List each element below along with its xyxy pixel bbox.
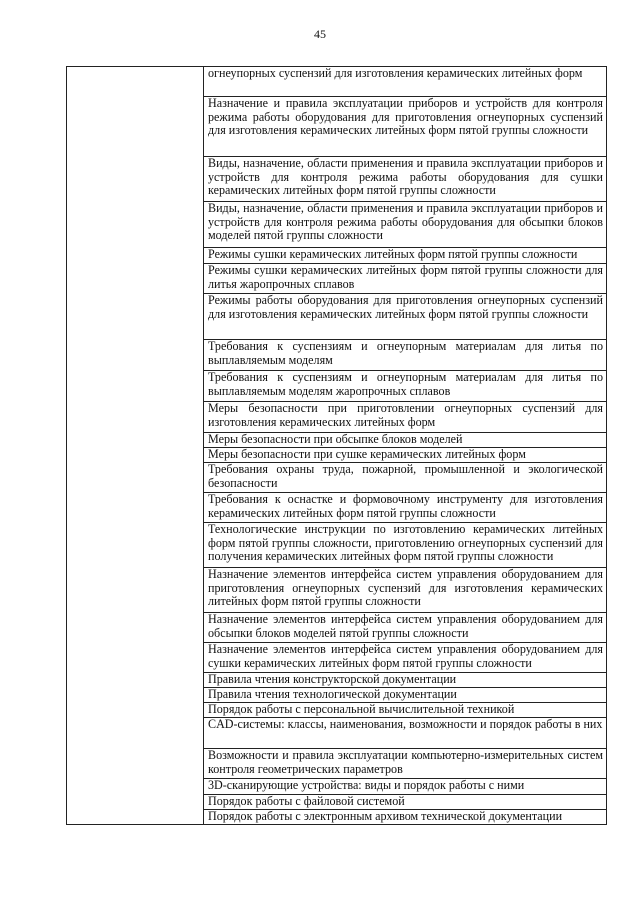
table-cell-text: Порядок работы с персональной вычислительной техникой — [204, 703, 607, 718]
table-row — [67, 67, 607, 97]
table-cell-text: огнеупорных суспензий для изготовления керамических литейных форм — [204, 67, 607, 97]
table-cell-text: Правила чтения конструкторской документации — [204, 673, 607, 688]
table-cell-text: Технологические инструкции по изготовлению керамических литейных форм пятой группы сложности, приготовлению огнеупорных суспензий для получения керамических литейных форм пятой группы сложности — [204, 523, 607, 568]
table-cell-text: Возможности и правила эксплуатации компьютерно-измерительных систем контроля геометрических параметров — [204, 749, 607, 779]
page-number: 45 — [314, 27, 326, 41]
table-cell-text: Режимы сушки керамических литейных форм пятой группы сложности — [204, 248, 607, 264]
table-cell-text: Назначение элементов интерфейса систем управления оборудованием для сушки керамических литейных форм пятой группы сложности — [204, 643, 607, 673]
table-cell-text: Назначение и правила эксплуатации приборов и устройств для контроля режима работы оборудования для приготовления огнеупорных суспензий для изготовления керамических литейных форм пятой группы сложности — [204, 97, 607, 157]
requirements-table — [66, 66, 607, 825]
table-cell-text: Виды, назначение, области применения и правила эксплуатации приборов и устройств для контроля режима работы оборудования для сушки керамических литейных форм пятой группы сложности — [204, 157, 607, 202]
table-cell-text: Правила чтения технологической документации — [204, 688, 607, 703]
table-cell-text: Требования к суспензиям и огнеупорным материалам для литья по выплавляемым моделям жаропрочных сплавов — [204, 371, 607, 402]
table-cell-text: Режимы сушки керамических литейных форм пятой группы сложности для литья жаропрочных сплавов — [204, 264, 607, 294]
table-cell-text: Меры безопасности при приготовлении огнеупорных суспензий для изготовления керамических литейных форм — [204, 402, 607, 433]
table-cell-text: Порядок работы с электронным архивом технической документации — [204, 810, 607, 825]
table-cell-text: Назначение элементов интерфейса систем управления оборудованием для приготовления огнеупорных суспензий для изготовления керамических литейных форм пятой группы сложности — [204, 568, 607, 613]
table-cell-text: Меры безопасности при сушке керамических литейных форм — [204, 448, 607, 463]
table-cell-text: Виды, назначение, области применения и правила эксплуатации приборов и устройств для контроля режима работы оборудования для обсыпки блоков моделей пятой группы сложности — [204, 202, 607, 248]
table-cell-text: Требования охраны труда, пожарной, промышленной и экологической безопасности — [204, 463, 607, 493]
table-cell-text: Меры безопасности при обсыпке блоков моделей — [204, 433, 607, 448]
left-column-cell — [67, 67, 204, 825]
table-cell-text: Режимы работы оборудования для приготовления огнеупорных суспензий для изготовления керамических литейных форм пятой группы сложности — [204, 294, 607, 340]
table-cell-text: Назначение элементов интерфейса систем управления оборудованием для обсыпки блоков моделей пятой группы сложности — [204, 613, 607, 643]
table-cell-text: Порядок работы с файловой системой — [204, 795, 607, 810]
table-cell-text: 3D-сканирующие устройства: виды и порядок работы с ними — [204, 779, 607, 795]
table-cell-text: CAD-системы: классы, наименования, возможности и порядок работы в них — [204, 718, 607, 749]
table-cell-text: Требования к оснастке и формовочному инструменту для изготовления керамических литейных форм пятой группы сложности — [204, 493, 607, 523]
table-cell-text: Требования к суспензиям и огнеупорным материалам для литья по выплавляемым моделям — [204, 340, 607, 371]
